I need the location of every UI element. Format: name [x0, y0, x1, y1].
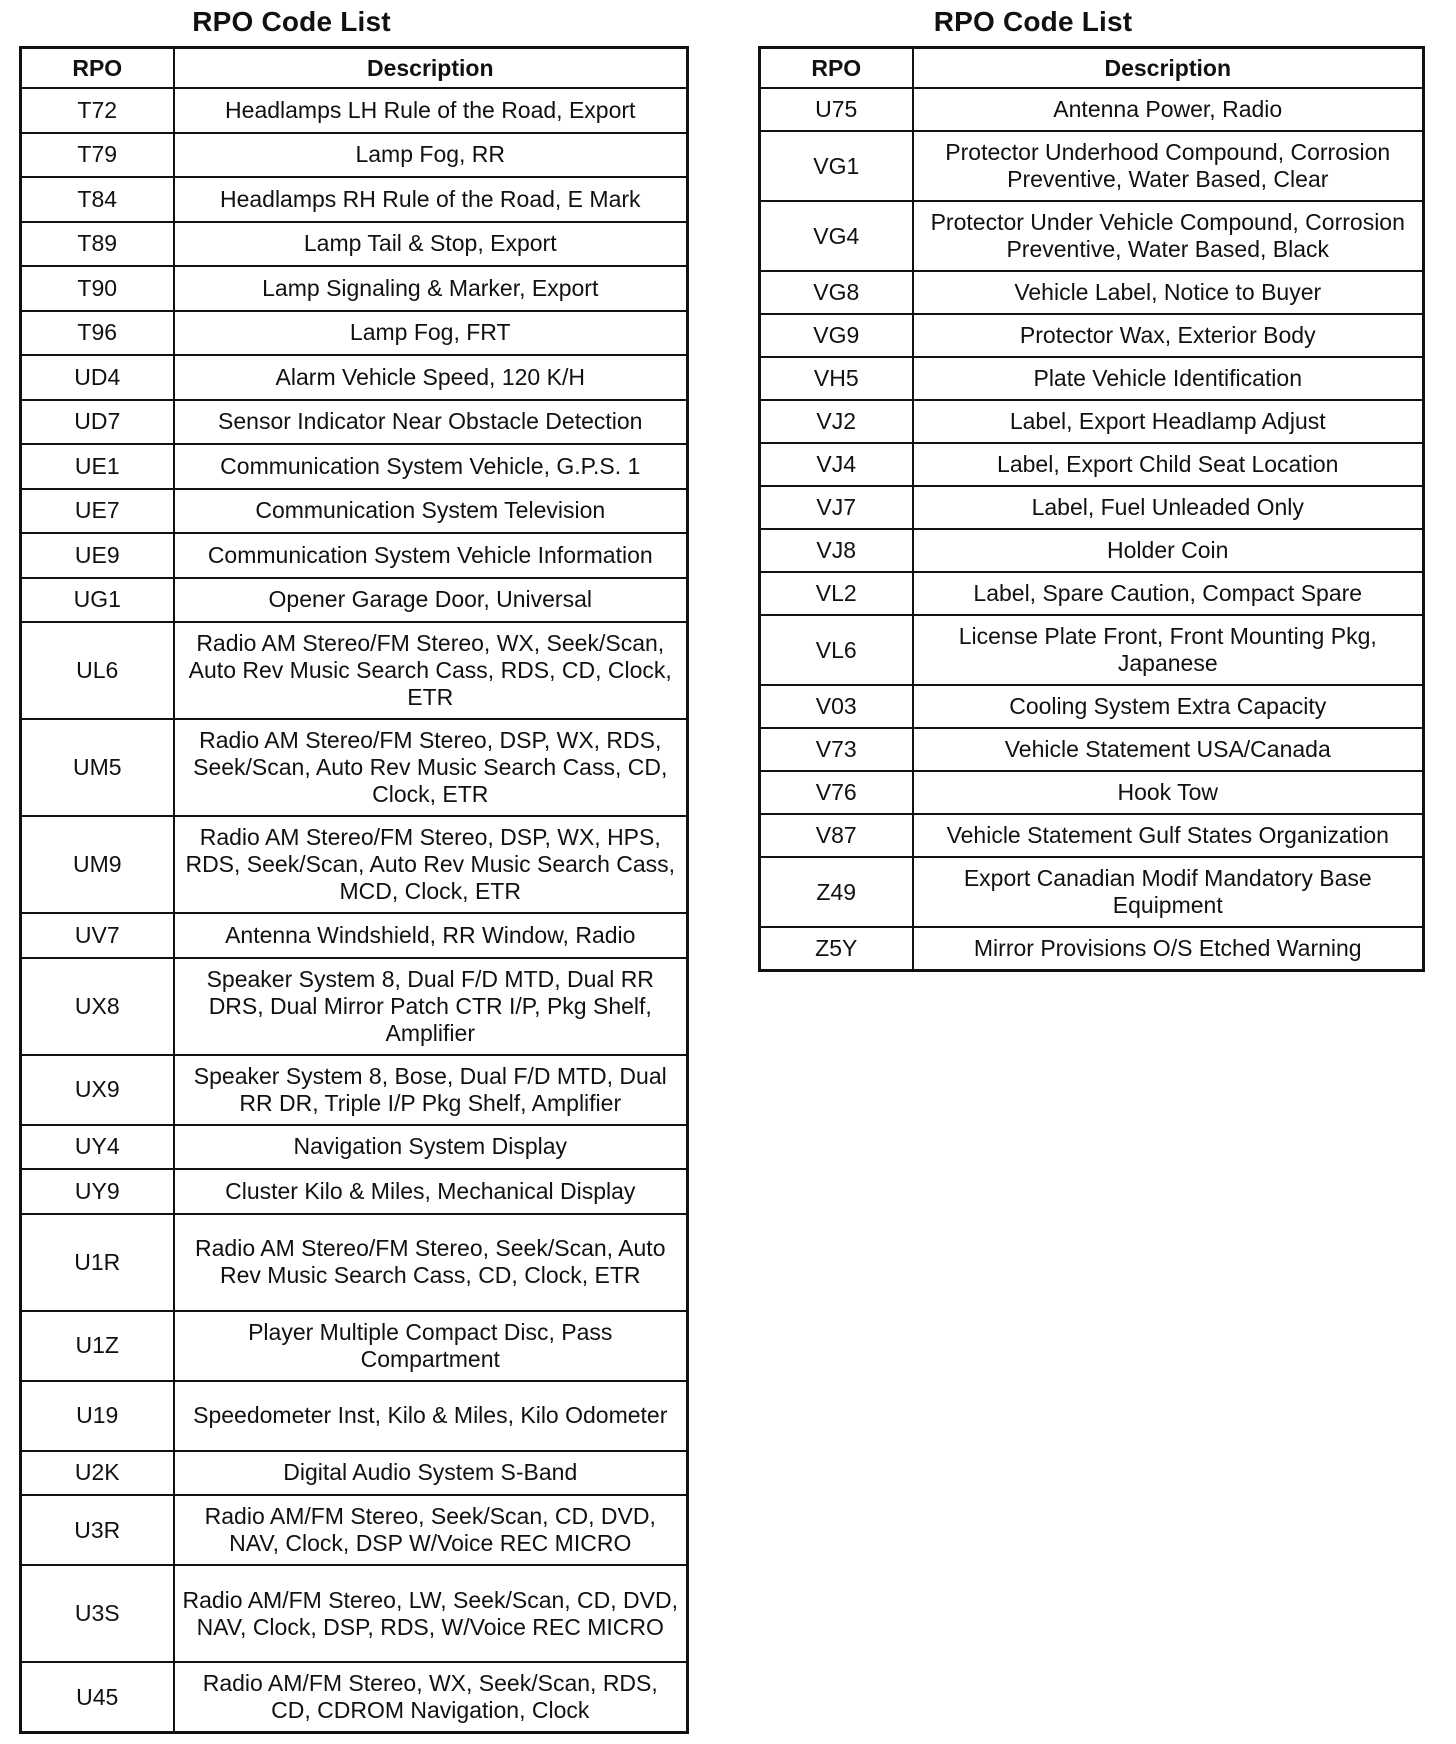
- rpo-code: T79: [21, 133, 174, 178]
- rpo-code: U2K: [21, 1451, 174, 1496]
- table-row: [21, 578, 688, 623]
- rpo-description: Headlamps RH Rule of the Road, E Mark: [174, 177, 688, 222]
- rpo-description: Holder Coin: [913, 529, 1424, 572]
- rpo-description: Label, Export Child Seat Location: [913, 443, 1424, 486]
- rpo-code: Z49: [760, 857, 913, 927]
- table-row: [21, 816, 688, 913]
- rpo-code: UM9: [21, 816, 174, 913]
- right-rpo-table: [758, 46, 1425, 972]
- rpo-code: UX9: [21, 1055, 174, 1125]
- rpo-description: Plate Vehicle Identification: [913, 357, 1424, 400]
- right-list-title: RPO Code List: [933, 6, 1133, 37]
- table-row: [21, 913, 688, 958]
- rpo-description: Label, Fuel Unleaded Only: [913, 486, 1424, 529]
- rpo-description: Hook Tow: [913, 771, 1424, 814]
- description-column-header: Description: [913, 48, 1424, 89]
- rpo-code: U75: [760, 88, 913, 131]
- rpo-code: VG1: [760, 131, 913, 201]
- rpo-description: Protector Underhood Compound, Corrosion Preventive, Water Based, Clear: [913, 131, 1424, 201]
- rpo-description: Radio AM Stereo/FM Stereo, WX, Seek/Scan, Auto Rev Music Search Cass, RDS, CD, Clock, ETR: [174, 622, 688, 719]
- rpo-description: Export Canadian Modif Mandatory Base Equipment: [913, 857, 1424, 927]
- table-row: [21, 266, 688, 311]
- rpo-code: U1Z: [21, 1311, 174, 1381]
- rpo-description: Player Multiple Compact Disc, Pass Compartment: [174, 1311, 688, 1381]
- rpo-code: T89: [21, 222, 174, 267]
- rpo-code: VJ8: [760, 529, 913, 572]
- table-header-row: [760, 48, 1424, 89]
- rpo-description: Cooling System Extra Capacity: [913, 685, 1424, 728]
- table-row: [760, 771, 1424, 814]
- rpo-code: U3S: [21, 1565, 174, 1662]
- rpo-code: U45: [21, 1662, 174, 1733]
- rpo-code: VL2: [760, 572, 913, 615]
- rpo-description: Lamp Signaling & Marker, Export: [174, 266, 688, 311]
- rpo-description: Alarm Vehicle Speed, 120 K/H: [174, 355, 688, 400]
- table-row: [21, 1662, 688, 1733]
- table-row: [760, 529, 1424, 572]
- table-row: [21, 1214, 688, 1311]
- table-row: [21, 355, 688, 400]
- table-row: [760, 88, 1424, 131]
- table-row: [760, 572, 1424, 615]
- rpo-code: U1R: [21, 1214, 174, 1311]
- rpo-code: VG8: [760, 271, 913, 314]
- rpo-code: UG1: [21, 578, 174, 623]
- rpo-description: Lamp Fog, RR: [174, 133, 688, 178]
- rpo-description: Vehicle Statement USA/Canada: [913, 728, 1424, 771]
- rpo-code: T90: [21, 266, 174, 311]
- rpo-description: License Plate Front, Front Mounting Pkg, Japanese: [913, 615, 1424, 685]
- rpo-description: Cluster Kilo & Miles, Mechanical Display: [174, 1169, 688, 1214]
- rpo-column-header: RPO: [21, 48, 174, 89]
- rpo-description: Label, Spare Caution, Compact Spare: [913, 572, 1424, 615]
- rpo-code: UV7: [21, 913, 174, 958]
- rpo-column-header: RPO: [760, 48, 913, 89]
- rpo-code: UX8: [21, 958, 174, 1055]
- rpo-description: Lamp Tail & Stop, Export: [174, 222, 688, 267]
- rpo-code: UD7: [21, 400, 174, 445]
- table-row: [21, 88, 688, 133]
- right-rpo-list: [758, 0, 1425, 972]
- rpo-code: Z5Y: [760, 927, 913, 970]
- table-row: [21, 177, 688, 222]
- rpo-description: Radio AM Stereo/FM Stereo, DSP, WX, HPS, RDS, Seek/Scan, Auto Rev Music Search Cass, MCD, Clock, ETR: [174, 816, 688, 913]
- rpo-code: VG4: [760, 201, 913, 271]
- table-row: [760, 814, 1424, 857]
- rpo-code: UY4: [21, 1125, 174, 1170]
- table-row: [760, 357, 1424, 400]
- rpo-code: VG9: [760, 314, 913, 357]
- rpo-description: Speaker System 8, Bose, Dual F/D MTD, Dual RR DR, Triple I/P Pkg Shelf, Amplifier: [174, 1055, 688, 1125]
- rpo-description: Speaker System 8, Dual F/D MTD, Dual RR DRS, Dual Mirror Patch CTR I/P, Pkg Shelf, Amplifier: [174, 958, 688, 1055]
- table-row: [21, 222, 688, 267]
- rpo-description: Speedometer Inst, Kilo & Miles, Kilo Odometer: [174, 1381, 688, 1451]
- rpo-description: Antenna Windshield, RR Window, Radio: [174, 913, 688, 958]
- table-row: [21, 400, 688, 445]
- rpo-description: Protector Wax, Exterior Body: [913, 314, 1424, 357]
- rpo-description: Communication System Vehicle Information: [174, 533, 688, 578]
- table-row: [21, 533, 688, 578]
- rpo-description: Vehicle Label, Notice to Buyer: [913, 271, 1424, 314]
- rpo-code: UE9: [21, 533, 174, 578]
- rpo-code: VJ2: [760, 400, 913, 443]
- table-row: [760, 857, 1424, 927]
- rpo-code: V87: [760, 814, 913, 857]
- left-list-title: RPO Code List: [192, 6, 391, 37]
- table-row: [760, 400, 1424, 443]
- rpo-description: Opener Garage Door, Universal: [174, 578, 688, 623]
- rpo-description: Lamp Fog, FRT: [174, 311, 688, 356]
- rpo-description: Protector Under Vehicle Compound, Corrosion Preventive, Water Based, Black: [913, 201, 1424, 271]
- rpo-description: Sensor Indicator Near Obstacle Detection: [174, 400, 688, 445]
- table-row: [21, 1381, 688, 1451]
- table-row: [21, 958, 688, 1055]
- rpo-description: Vehicle Statement Gulf States Organization: [913, 814, 1424, 857]
- table-row: [760, 728, 1424, 771]
- rpo-description: Communication System Television: [174, 489, 688, 534]
- rpo-code: UE7: [21, 489, 174, 534]
- rpo-description: Navigation System Display: [174, 1125, 688, 1170]
- rpo-code: VH5: [760, 357, 913, 400]
- table-row: [21, 622, 688, 719]
- rpo-code: V73: [760, 728, 913, 771]
- rpo-description: Headlamps LH Rule of the Road, Export: [174, 88, 688, 133]
- rpo-code: UD4: [21, 355, 174, 400]
- table-row: [21, 1055, 688, 1125]
- rpo-description: Antenna Power, Radio: [913, 88, 1424, 131]
- rpo-description: Label, Export Headlamp Adjust: [913, 400, 1424, 443]
- rpo-description: Communication System Vehicle, G.P.S. 1: [174, 444, 688, 489]
- rpo-code: T84: [21, 177, 174, 222]
- rpo-description: Radio AM/FM Stereo, LW, Seek/Scan, CD, DVD, NAV, Clock, DSP, RDS, W/Voice REC MICRO: [174, 1565, 688, 1662]
- table-row: [760, 314, 1424, 357]
- table-row: [760, 271, 1424, 314]
- table-row: [760, 201, 1424, 271]
- rpo-code: VJ4: [760, 443, 913, 486]
- rpo-description: Radio AM/FM Stereo, Seek/Scan, CD, DVD, NAV, Clock, DSP W/Voice REC MICRO: [174, 1495, 688, 1565]
- table-row: [21, 1311, 688, 1381]
- rpo-code: T72: [21, 88, 174, 133]
- rpo-code: V76: [760, 771, 913, 814]
- table-row: [760, 927, 1424, 970]
- table-header-row: [21, 48, 688, 89]
- rpo-code: UY9: [21, 1169, 174, 1214]
- rpo-code: V03: [760, 685, 913, 728]
- table-row: [760, 685, 1424, 728]
- table-row: [760, 615, 1424, 685]
- rpo-description: Radio AM/FM Stereo, WX, Seek/Scan, RDS, CD, CDROM Navigation, Clock: [174, 1662, 688, 1733]
- rpo-code: T96: [21, 311, 174, 356]
- table-row: [21, 719, 688, 816]
- table-row: [21, 1125, 688, 1170]
- rpo-code: UL6: [21, 622, 174, 719]
- table-row: [21, 1169, 688, 1214]
- table-row: [21, 444, 688, 489]
- table-row: [21, 1565, 688, 1662]
- rpo-code: UM5: [21, 719, 174, 816]
- rpo-description: Digital Audio System S-Band: [174, 1451, 688, 1496]
- rpo-code: U3R: [21, 1495, 174, 1565]
- rpo-description: Radio AM Stereo/FM Stereo, DSP, WX, RDS, Seek/Scan, Auto Rev Music Search Cass, CD, Clock, ETR: [174, 719, 688, 816]
- table-row: [21, 1451, 688, 1496]
- table-row: [21, 133, 688, 178]
- table-row: [760, 131, 1424, 201]
- left-rpo-list: [19, 0, 689, 1734]
- rpo-description: Mirror Provisions O/S Etched Warning: [913, 927, 1424, 970]
- description-column-header: Description: [174, 48, 688, 89]
- table-row: [21, 311, 688, 356]
- table-row: [760, 443, 1424, 486]
- rpo-code: UE1: [21, 444, 174, 489]
- table-row: [21, 489, 688, 534]
- rpo-description: Radio AM Stereo/FM Stereo, Seek/Scan, Auto Rev Music Search Cass, CD, Clock, ETR: [174, 1214, 688, 1311]
- rpo-code: U19: [21, 1381, 174, 1451]
- table-row: [760, 486, 1424, 529]
- rpo-code: VJ7: [760, 486, 913, 529]
- table-row: [21, 1495, 688, 1565]
- left-rpo-table: [19, 46, 689, 1734]
- rpo-code: VL6: [760, 615, 913, 685]
